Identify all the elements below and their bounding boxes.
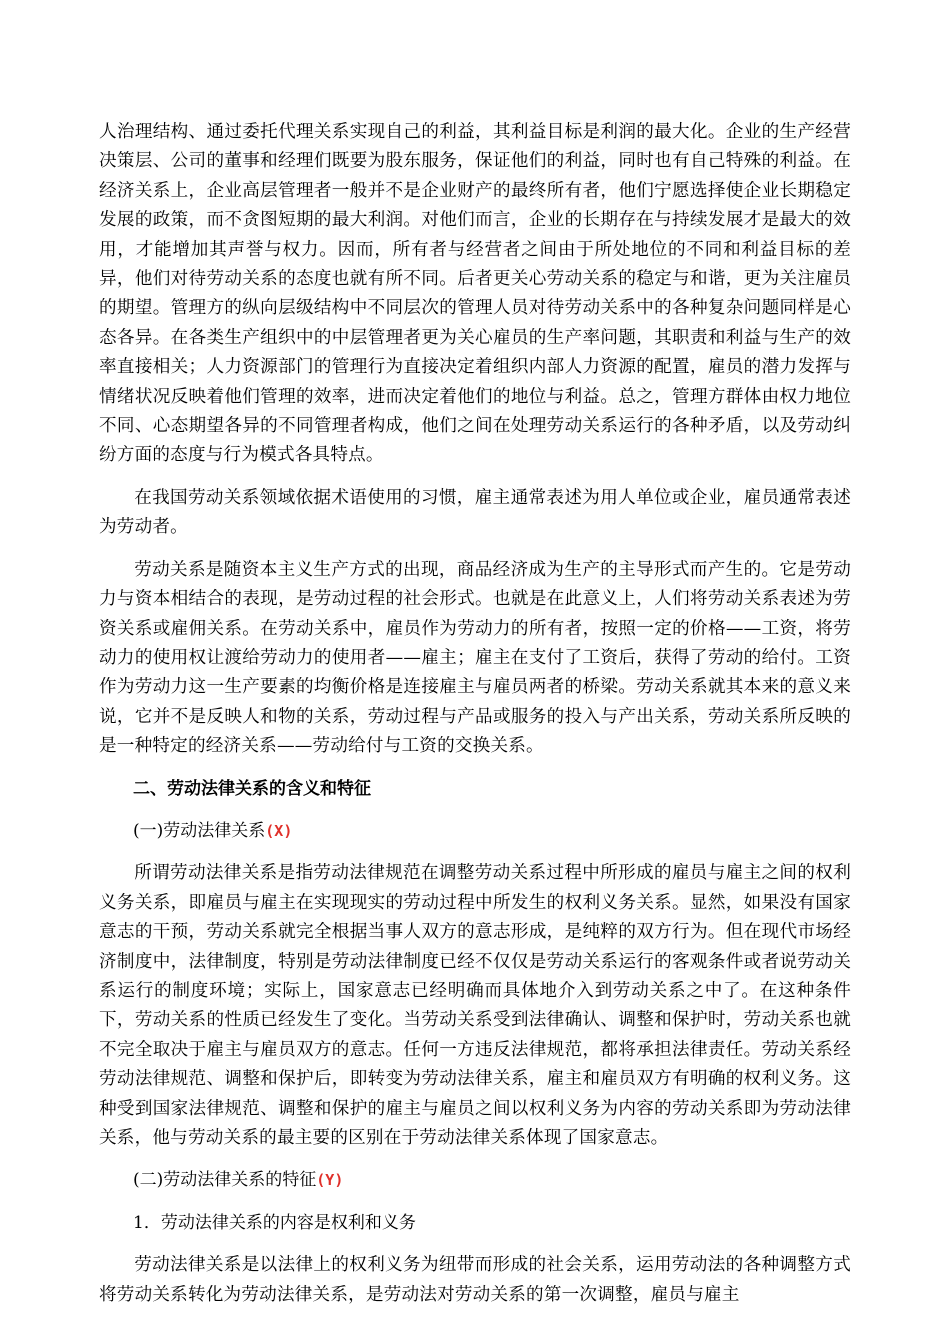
section-heading: 二、劳动法律关系的含义和特征 [133,778,371,799]
paragraph-2: 在我国劳动关系领域依据术语使用的习惯，雇主通常表述为用人单位或企业，雇员通常表述为劳动者。 [99,487,851,538]
subheading-3: 1．劳动法律关系的内容是权利和义务 [133,1212,416,1233]
subheading-1-marker: (X) [265,821,293,840]
subheading-2 [99,1166,851,1195]
paragraph-3: 劳动关系是随资本主义生产方式的出现，商品经济成为生产的主导形式而产生的。它是劳动力与资本相结合的表现，是劳动过程的社会形式。也就是在此意义上，人们将劳动关系表述为劳资关系或雇佣关系。在劳动关系中，雇员作为劳动力的所有者，按照一定的价格——工资，将劳动力的使用权让渡给劳动力的使用者——雇主；雇主在支付了工资后，获得了劳动的给付。工资作为劳动力这一生产要素的均衡价格是连接雇主与雇员两者的桥梁。劳动关系就其本来的意义来说，它并不是反映人和物的关系，劳动过程与产品或服务的投入与产出关系，劳动关系所反映的是一种特定的经济关系——劳动给付与工资的交换关系。 [99,559,851,757]
paragraph-5: 劳动法律关系是以法律上的权利义务为纽带而形成的社会关系，运用劳动法的各种调整方式将劳动关系转化为劳动法律关系，是劳动法对劳动关系的第一次调整，雇员与雇主 [99,1255,851,1305]
document-page [99,118,851,1310]
subheading-1 [99,817,851,846]
subheading-2-marker: (Y) [316,1171,344,1190]
subheading-1-text: (一)劳动法律关系 [133,820,266,841]
paragraph-1: 人治理结构、通过委托代理关系实现自己的利益，其利益目标是利润的最大化。企业的生产经营决策层、公司的董事和经理们既要为股东服务，保证他们的利益，同时也有自己特殊的利益。在经济关系上，企业高层管理者一般并不是企业财产的最终所有者，他们宁愿选择使企业长期稳定发展的政策，而不贪图短期的最大利润。对他们而言，企业的长期存在与持续发展才是最大的效用，才能增加其声誉与权力。因而，所有者与经营者之间由于所处地位的不同和利益目标的差异，他们对待劳动关系的态度也就有所不同。后者更关心劳动关系的稳定与和谐，更为关注雇员的期望。管理方的纵向层级结构中不同层次的管理人员对待劳动关系中的各种复杂问题同样是心态各异。在各类生产组织中的中层管理者更为关心雇员的生产率问题，其职责和利益与生产的效率直接相关；人力资源部门的管理行为直接决定着组织内部人力资源的配置，雇员的潜力发挥与情绪状况反映着他们管理的效率，进而决定着他们的地位与利益。总之，管理方群体由权力地位不同、心态期望各异的不同管理者构成，他们之间在处理劳动关系运行的各种矛盾，以及劳动纠纷方面的态度与行为模式各具特点。 [99,122,851,466]
subheading-2-text: (二)劳动法律关系的特征 [133,1170,317,1191]
paragraph-4: 所谓劳动法律关系是指劳动法律规范在调整劳动关系过程中所形成的雇员与雇主之间的权利义务关系，即雇员与雇主在实现现实的劳动过程中所发生的权利义务关系。显然，如果没有国家意志的干预，劳动关系就完全根据当事人双方的意志形成，是纯粹的双方行为。但在现代市场经济制度中，法律制度，特别是劳动法律制度已经不仅仅是劳动关系运行的客观条件或者说劳动关系运行的制度环境；实际上，国家意志已经明确而具体地介入到劳动关系之中了。在这种条件下，劳动关系的性质已经发生了变化。当劳动关系受到法律确认、调整和保护时，劳动关系也就不完全取决于雇主与雇员双方的意志。任何一方违反法律规范，都将承担法律责任。劳动关系经劳动法律规范、调整和保护后，即转变为劳动法律关系，雇主和雇员双方有明确的权利义务。这种受到国家法律规范、调整和保护的雇主与雇员之间以权利义务为内容的劳动关系即为劳动法律关系，他与劳动关系的最主要的区别在于劳动法律关系体现了国家意志。 [99,863,851,1148]
